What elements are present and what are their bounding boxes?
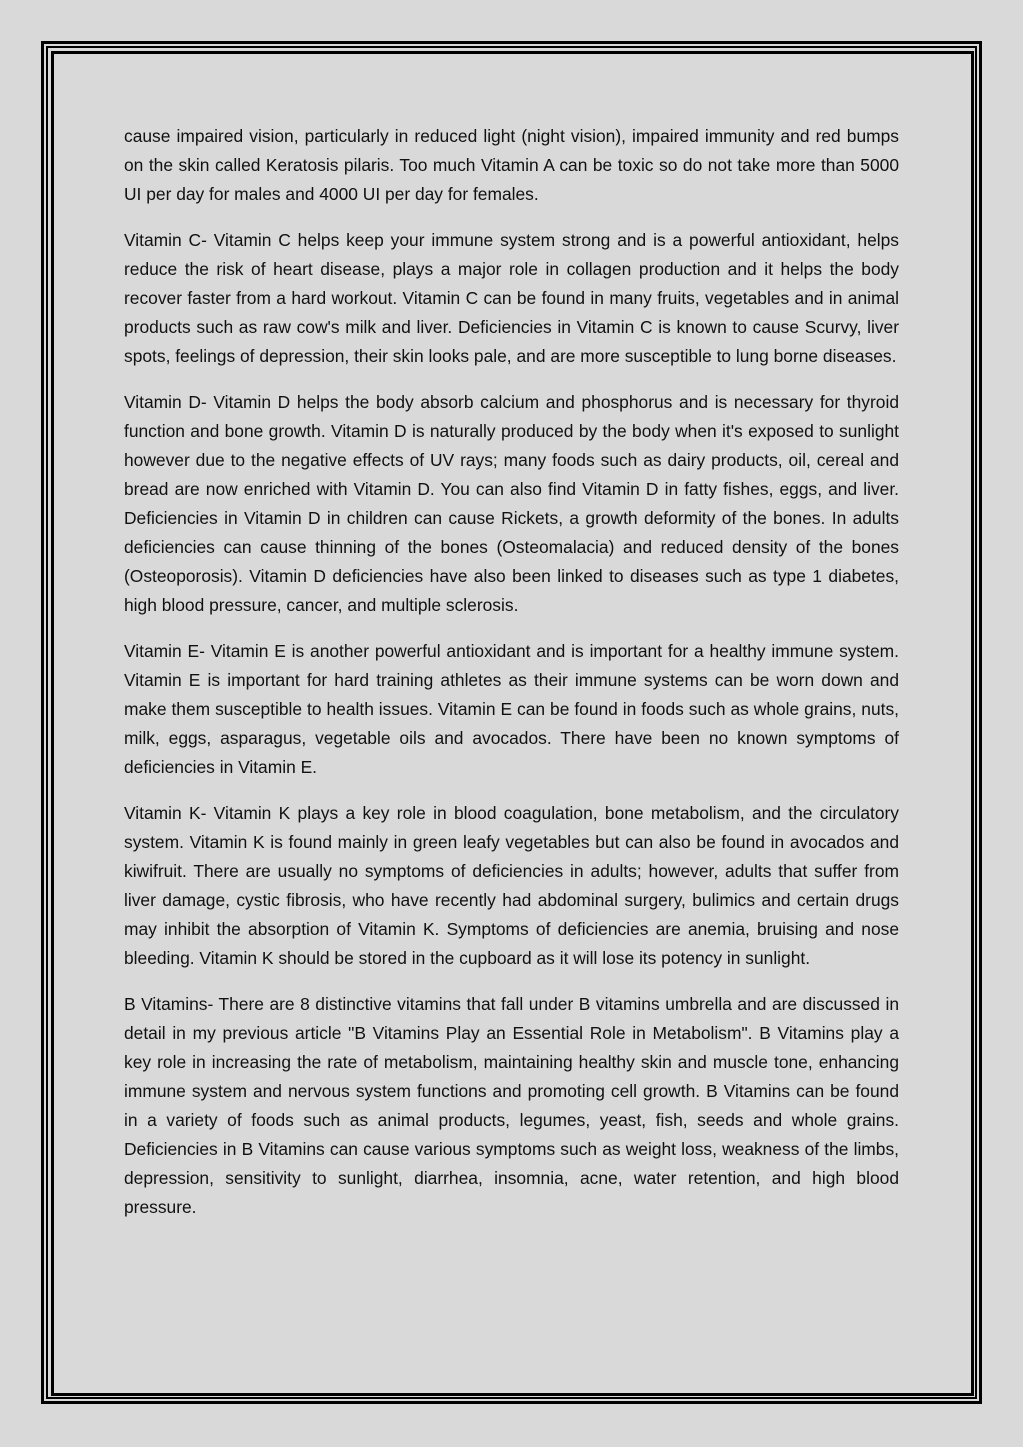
paragraph-vitamin-k: Vitamin K- Vitamin K plays a key role in blood coagulation, bone metabolism, and the circulatory system. Vitamin K is found mainly in green leafy vegetables but can also be found in avocados and kiwifruit. There are usually no symptoms of deficiencies in adults; however, adults that suffer from liver damage, cystic fibrosis, who have recently had abdominal surgery, bulimics and certain drugs may inhibit the absorption of Vitamin K. Symptoms of deficiencies are anemia, bruising and nose bleeding. Vitamin K should be stored in the cupboard as it will lose its potency in sunlight. [124,803,899,968]
paragraph-vitamin-c: Vitamin C- Vitamin C helps keep your immune system strong and is a powerful antioxidant, helps reduce the risk of heart disease, plays a major role in collagen production and it helps the body recover faster from a hard workout. Vitamin C can be found in many fruits, vegetables and in animal products such as raw cow's milk and liver. Deficiencies in Vitamin C is known to cause Scurvy, liver spots, feelings of depression, their skin looks pale, and are more susceptible to lung borne diseases. [124,230,899,366]
paragraph-vitamin-a-continued: cause impaired vision, particularly in reduced light (night vision), impaired immunity and red bumps on the skin called Keratosis pilaris. Too much Vitamin A can be toxic so do not take more than 5000 UI per day for males and 4000 UI per day for females. [124,126,899,204]
paragraph-b-vitamins: B Vitamins- There are 8 distinctive vitamins that fall under B vitamins umbrella and are discussed in detail in my previous article "B Vitamins Play an Essential Role in Metabolism". B Vitamins play a key role in increasing the rate of metabolism, maintaining healthy skin and muscle tone, enhancing immune system and nervous system functions and promoting cell growth. B Vitamins can be found in a variety of foods such as animal products, legumes, yeast, fish, seeds and whole grains. Deficiencies in B Vitamins can cause various symptoms such as weight loss, weakness of the limbs, depression, sensitivity to sunlight, diarrhea, insomnia, acne, water retention, and high blood pressure. [124,994,899,1217]
paragraph-vitamin-d: Vitamin D- Vitamin D helps the body absorb calcium and phosphorus and is necessary for thyroid function and bone growth. Vitamin D is naturally produced by the body when it's exposed to sunlight however due to the negative effects of UV rays; many foods such as dairy products, oil, cereal and bread are now enriched with Vitamin D. You can also find Vitamin D in fatty fishes, eggs, and liver. Deficiencies in Vitamin D in children can cause Rickets, a growth deformity of the bones. In adults deficiencies can cause thinning of the bones (Osteomalacia) and reduced density of the bones (Osteoporosis). Vitamin D deficiencies have also been linked to diseases such as type 1 diabetes, high blood pressure, cancer, and multiple sclerosis. [124,392,899,615]
paragraph-vitamin-e: Vitamin E- Vitamin E is another powerful antioxidant and is important for a healthy immune system. Vitamin E is important for hard training athletes as their immune systems can be worn down and make them susceptible to health issues. Vitamin E can be found in foods such as whole grains, nuts, milk, eggs, asparagus, vegetable oils and avocados. There have been no known symptoms of deficiencies in Vitamin E. [124,641,899,777]
document-body [124,122,899,1239]
